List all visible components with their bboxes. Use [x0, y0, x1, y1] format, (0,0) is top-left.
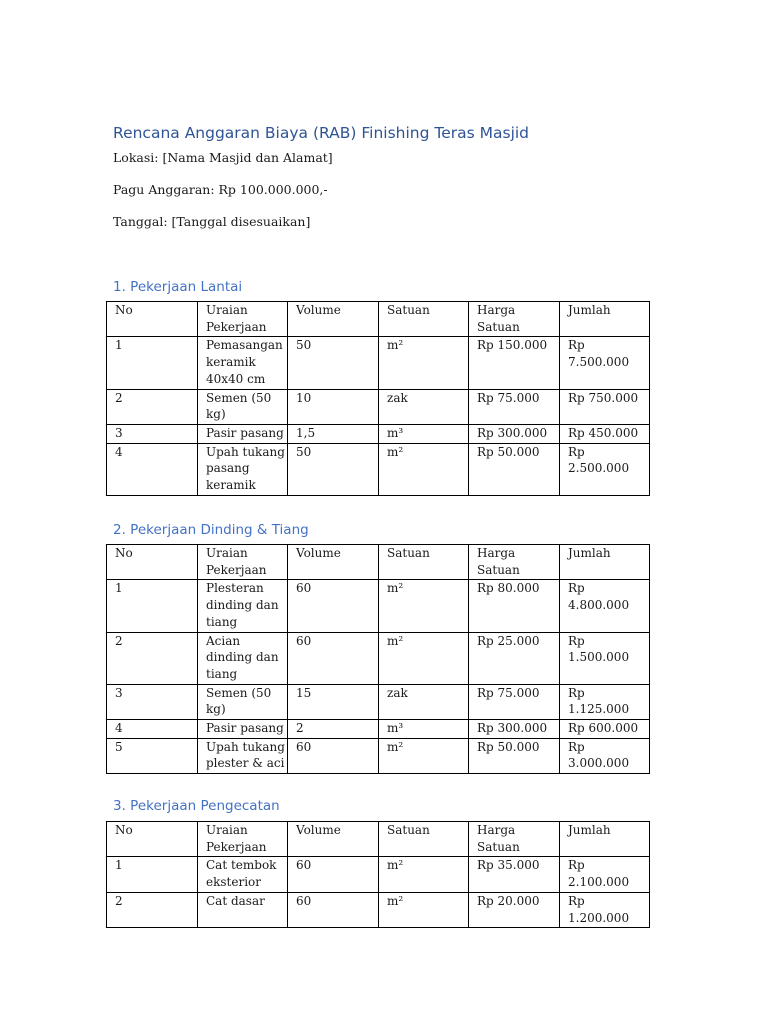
- table-row: [107, 443, 650, 495]
- cell-uraian: Pasir pasang: [198, 424, 288, 443]
- table-header-row: [107, 545, 650, 580]
- header-uraian: Uraian Pekerjaan: [198, 822, 288, 857]
- cell-no: 2: [107, 389, 198, 424]
- cell-uraian: Plesteran dinding dan tiang: [198, 580, 288, 632]
- cell-volume: 60: [288, 580, 379, 632]
- header-no: No: [107, 545, 198, 580]
- table-row: [107, 892, 650, 927]
- cell-no: 4: [107, 720, 198, 739]
- table-row: [107, 424, 650, 443]
- cell-satuan: zak: [379, 389, 469, 424]
- header-uraian: Uraian Pekerjaan: [198, 545, 288, 580]
- cell-harga: Rp 50.000: [469, 443, 560, 495]
- cell-volume: 60: [288, 632, 379, 684]
- cell-uraian: Upah tukang pasang keramik: [198, 443, 288, 495]
- cell-satuan: m²: [379, 580, 469, 632]
- header-no: No: [107, 822, 198, 857]
- cell-harga: Rp 75.000: [469, 684, 560, 719]
- cell-satuan: m²: [379, 337, 469, 389]
- cell-no: 3: [107, 684, 198, 719]
- cell-harga: Rp 80.000: [469, 580, 560, 632]
- cell-jumlah: Rp 2.500.000: [560, 443, 650, 495]
- cell-harga: Rp 20.000: [469, 892, 560, 927]
- cell-harga: Rp 35.000: [469, 857, 560, 892]
- header-harga: Harga Satuan: [469, 302, 560, 337]
- cell-jumlah: Rp 450.000: [560, 424, 650, 443]
- cell-volume: 50: [288, 337, 379, 389]
- table-pekerjaan-dinding-tiang: [106, 544, 650, 774]
- cell-uraian: Cat tembok eksterior: [198, 857, 288, 892]
- cell-uraian: Pemasangan keramik 40x40 cm: [198, 337, 288, 389]
- cell-satuan: m²: [379, 738, 469, 773]
- cell-no: 1: [107, 337, 198, 389]
- cell-satuan: m²: [379, 892, 469, 927]
- header-volume: Volume: [288, 302, 379, 337]
- table-header-row: [107, 302, 650, 337]
- cell-uraian: Semen (50 kg): [198, 684, 288, 719]
- header-jumlah: Jumlah: [560, 545, 650, 580]
- cell-jumlah: Rp 600.000: [560, 720, 650, 739]
- cell-jumlah: Rp 750.000: [560, 389, 650, 424]
- table-header-row: [107, 822, 650, 857]
- cell-no: 1: [107, 857, 198, 892]
- cell-harga: Rp 300.000: [469, 424, 560, 443]
- table-row: [107, 684, 650, 719]
- cell-harga: Rp 25.000: [469, 632, 560, 684]
- cell-harga: Rp 50.000: [469, 738, 560, 773]
- table-row: [107, 389, 650, 424]
- header-jumlah: Jumlah: [560, 822, 650, 857]
- header-jumlah: Jumlah: [560, 302, 650, 337]
- table-pekerjaan-pengecatan: [106, 821, 650, 928]
- cell-no: 2: [107, 892, 198, 927]
- table-row: [107, 632, 650, 684]
- cell-uraian: Acian dinding dan tiang: [198, 632, 288, 684]
- cell-no: 4: [107, 443, 198, 495]
- header-no: No: [107, 302, 198, 337]
- document-title: Rencana Anggaran Biaya (RAB) Finishing Teras Masjid: [113, 124, 530, 142]
- cell-no: 2: [107, 632, 198, 684]
- cell-satuan: m³: [379, 424, 469, 443]
- header-harga: Harga Satuan: [469, 545, 560, 580]
- header-satuan: Satuan: [379, 545, 469, 580]
- budget-line: Pagu Anggaran: Rp 100.000.000,-: [113, 182, 328, 197]
- section-title-lantai: 1. Pekerjaan Lantai: [113, 279, 243, 295]
- cell-volume: 1,5: [288, 424, 379, 443]
- cell-volume: 10: [288, 389, 379, 424]
- cell-uraian: Upah tukang plester & aci: [198, 738, 288, 773]
- table-row: [107, 580, 650, 632]
- cell-volume: 60: [288, 738, 379, 773]
- header-harga: Harga Satuan: [469, 822, 560, 857]
- location-line: Lokasi: [Nama Masjid dan Alamat]: [113, 150, 333, 165]
- header-satuan: Satuan: [379, 302, 469, 337]
- cell-jumlah: Rp 4.800.000: [560, 580, 650, 632]
- cell-volume: 60: [288, 892, 379, 927]
- date-line: Tanggal: [Tanggal disesuaikan]: [113, 214, 311, 229]
- table-row: [107, 720, 650, 739]
- table-row: [107, 857, 650, 892]
- cell-jumlah: Rp 7.500.000: [560, 337, 650, 389]
- cell-uraian: Cat dasar: [198, 892, 288, 927]
- header-satuan: Satuan: [379, 822, 469, 857]
- cell-satuan: m³: [379, 720, 469, 739]
- table-row: [107, 738, 650, 773]
- cell-no: 5: [107, 738, 198, 773]
- cell-uraian: Pasir pasang: [198, 720, 288, 739]
- cell-volume: 50: [288, 443, 379, 495]
- cell-harga: Rp 300.000: [469, 720, 560, 739]
- cell-uraian: Semen (50 kg): [198, 389, 288, 424]
- header-volume: Volume: [288, 545, 379, 580]
- cell-satuan: m²: [379, 632, 469, 684]
- table-row: [107, 337, 650, 389]
- cell-satuan: m²: [379, 857, 469, 892]
- cell-volume: 15: [288, 684, 379, 719]
- section-title-dinding-tiang: 2. Pekerjaan Dinding & Tiang: [113, 522, 309, 538]
- table-pekerjaan-lantai: [106, 301, 650, 496]
- cell-jumlah: Rp 2.100.000: [560, 857, 650, 892]
- cell-satuan: zak: [379, 684, 469, 719]
- cell-harga: Rp 150.000: [469, 337, 560, 389]
- cell-jumlah: Rp 3.000.000: [560, 738, 650, 773]
- cell-jumlah: Rp 1.500.000: [560, 632, 650, 684]
- cell-harga: Rp 75.000: [469, 389, 560, 424]
- cell-no: 1: [107, 580, 198, 632]
- cell-jumlah: Rp 1.125.000: [560, 684, 650, 719]
- cell-satuan: m²: [379, 443, 469, 495]
- cell-no: 3: [107, 424, 198, 443]
- cell-jumlah: Rp 1.200.000: [560, 892, 650, 927]
- header-volume: Volume: [288, 822, 379, 857]
- header-uraian: Uraian Pekerjaan: [198, 302, 288, 337]
- cell-volume: 60: [288, 857, 379, 892]
- section-title-pengecatan: 3. Pekerjaan Pengecatan: [113, 798, 280, 814]
- cell-volume: 2: [288, 720, 379, 739]
